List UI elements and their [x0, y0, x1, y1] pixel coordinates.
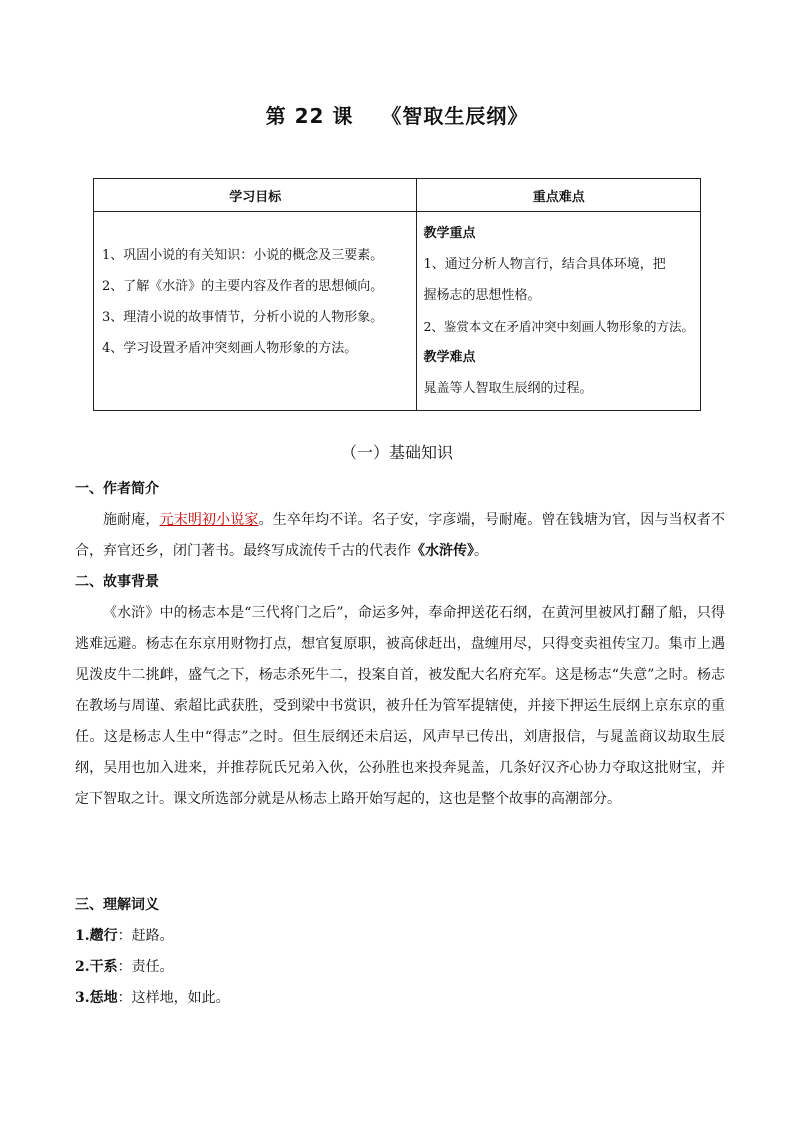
key-point-item: 2、鉴赏本文在矛盾冲突中刻画人物形象的方法。 [423, 319, 694, 334]
vocab-definition: ：赶路。 [117, 928, 174, 944]
vocab-term: 干系 [89, 959, 118, 975]
author-paragraph [75, 505, 725, 567]
key-point-label: 教学重点 [423, 226, 476, 241]
goal-item: 2、了解《水浒》的主要内容及作者的思想倾向。 [102, 279, 384, 294]
author-work: 《水浒传》 [411, 543, 474, 559]
vocab-term: 趱行 [89, 928, 118, 944]
goal-item: 4、学习设置矛盾冲突刻画人物形象的方法。 [102, 341, 358, 356]
vocab-definition: ：责任。 [117, 959, 174, 975]
lesson-name: 《智取生辰纲》 [381, 104, 529, 128]
author-text-3: 。 [474, 543, 488, 559]
header-key-points: 重点难点 [417, 179, 701, 212]
page-title [0, 100, 794, 129]
background-paragraph: 《水浒》中的杨志本是“三代将门之后”，命运多舛，奉命押送花石纲，在黄河里被风打翻了船，只得逃难远避。杨志在东京用财物打点，想官复原职，被高俅赶出，盘缠用尽，只得变卖祖传宝刀。集市上遇见泼皮牛二挑衅，盛气之下，杨志杀死牛二，投案自首，被发配大名府充军。这是杨志“失意”之时。杨志在教场与周谨、索超比武获胜，受到梁中书赏识，被升任为管军提辖使，并接下押运生辰纲上京东京的重任。这是杨志人生中“得志”之时。但生辰纲还未启运，风声早已传出，刘唐报信，与晁盖商议劫取生辰纲，吴用也加入进来，并推荐阮氏兄弟入伙，公孙胜也来投奔晁盖，几条好汉齐心协力夺取这批财宝，并定下智取之计。课文所选部分就是从杨志上路开始写起的，这也是整个故事的高潮部分。 [75, 605, 725, 807]
key-point-item: 握杨志的思想性格。 [423, 288, 541, 303]
key-points-cell [417, 212, 701, 411]
author-section [75, 474, 725, 567]
vocab-heading: 三、理解词义 [75, 897, 159, 913]
header-learning-goals: 学习目标 [94, 179, 417, 212]
author-text-2: 。生卒年均不详。名子安，字彦端，号耐庵。曾在钱塘为官，因与当权者不合，弃官还乡，闭门著书。最终写成流传千古的代表作 [75, 512, 726, 559]
author-text-1: 施耐庵， [103, 512, 160, 528]
author-heading: 一、作者简介 [75, 481, 159, 497]
key-point-item: 1、通过分析人物言行，结合具体环境，把 [423, 257, 666, 272]
author-highlight: 元末明初小说家 [159, 512, 259, 528]
vocab-section [75, 890, 725, 1014]
section-title: （一）基础知识 [340, 443, 453, 462]
vocab-item: 3.恁地：这样地，如此。 [75, 990, 230, 1006]
background-heading: 二、故事背景 [75, 574, 159, 590]
difficulty-label: 教学难点 [423, 350, 476, 365]
objectives-table [93, 178, 701, 411]
lesson-number: 第 22 课 [265, 104, 354, 128]
vocab-definition: ：这样地，如此。 [117, 990, 230, 1006]
goal-item: 1、巩固小说的有关知识：小说的概念及三要素。 [102, 248, 384, 263]
background-section [75, 567, 725, 815]
vocab-item: 2.干系：责任。 [75, 959, 174, 975]
learning-goals-cell [94, 212, 417, 411]
vocab-term: 恁地 [89, 990, 118, 1006]
vocab-item: 1.趱行：赶路。 [75, 928, 174, 944]
difficulty-text: 晁盖等人智取生辰纲的过程。 [423, 381, 593, 396]
goal-item: 3、理清小说的故事情节，分析小说的人物形象。 [102, 310, 384, 325]
